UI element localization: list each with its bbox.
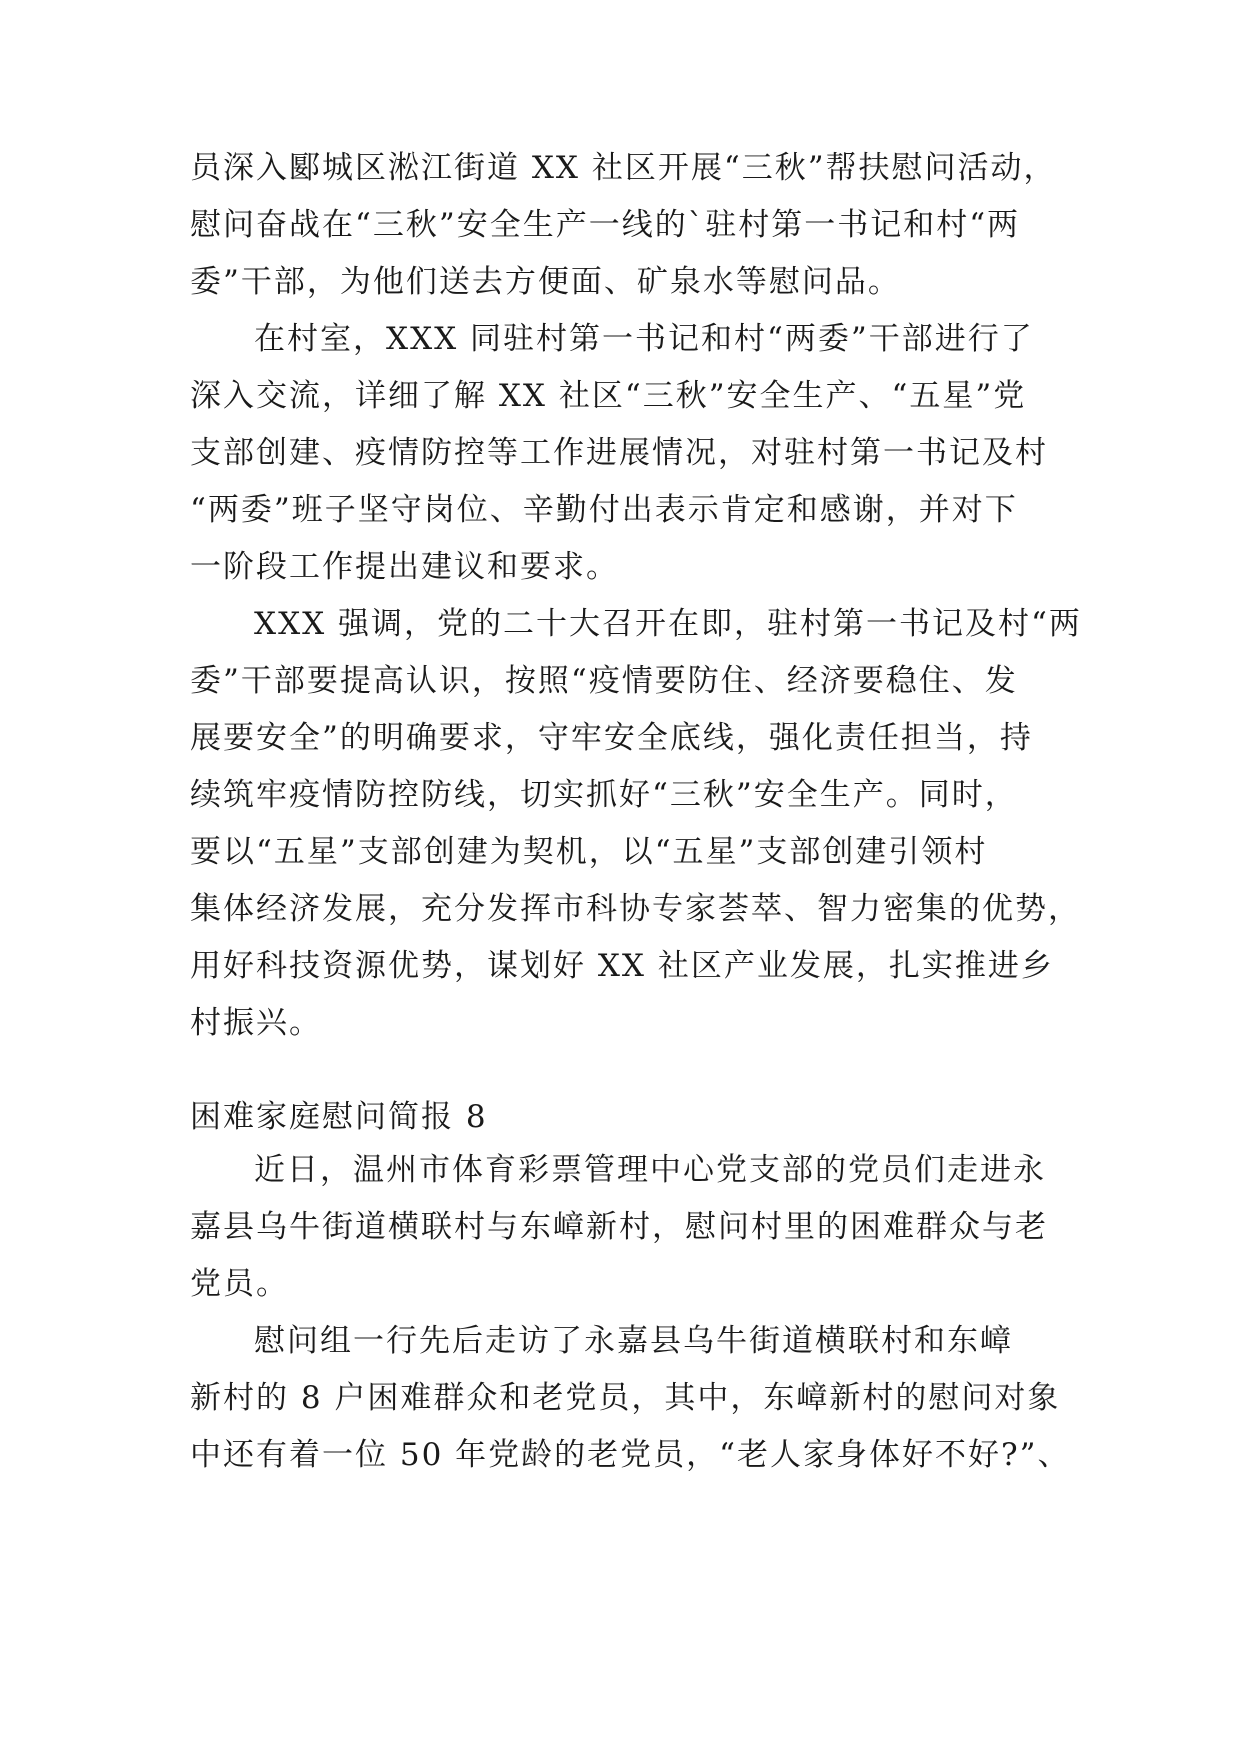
paragraph-3-line-8: 村振兴。 <box>190 1005 322 1041</box>
paragraph-1-line-3: 委”干部，为他们送去方便面、矿泉水等慰问品。 <box>190 264 901 300</box>
paragraph-1-line-2: 慰问奋战在“三秋”安全生产一线的`驻村第一书记和村“两 <box>190 207 1021 243</box>
paragraph-5-line-3: 中还有着一位 50 年党龄的老党员，“老人家身体好不好?”、 <box>190 1437 1071 1473</box>
paragraph-5-line-1: 慰问组一行先后走访了永嘉县乌牛街道横联村和东嶂 <box>254 1323 1013 1359</box>
paragraph-3-line-1: XXX 强调，党的二十大召开在即，驻村第一书记及村“两 <box>254 606 1082 642</box>
paragraph-2-line-1: 在村室，XXX 同驻村第一书记和村“两委”干部进行了 <box>254 321 1034 357</box>
paragraph-5-line-2: 新村的 8 户困难群众和老党员，其中，东嶂新村的慰问对象 <box>190 1380 1061 1416</box>
paragraph-3-line-6: 集体经济发展，充分发挥市科协专家荟萃、智力密集的优势， <box>190 891 1081 927</box>
paragraph-2-line-5: 一阶段工作提出建议和要求。 <box>190 549 619 585</box>
paragraph-1-line-1: 员深入郾城区淞江街道 XX 社区开展“三秋”帮扶慰问活动， <box>190 150 1057 186</box>
paragraph-3-line-7: 用好科技资源优势，谋划好 XX 社区产业发展，扎实推进乡 <box>190 948 1054 984</box>
paragraph-3-line-3: 展要安全”的明确要求，守牢安全底线，强化责任担当，持 <box>190 720 1033 756</box>
section-heading: 困难家庭慰问简报 8 <box>190 1099 488 1135</box>
paragraph-4-line-1: 近日，温州市体育彩票管理中心党支部的党员们走进永 <box>254 1152 1046 1188</box>
paragraph-3-line-2: 委”干部要提高认识，按照“疫情要防住、经济要稳住、发 <box>190 663 1018 699</box>
paragraph-3-line-5: 要以“五星”支部创建为契机，以“五星”支部创建引领村 <box>190 834 988 870</box>
paragraph-2-line-4: “两委”班子坚守岗位、辛勤付出表示肯定和感谢，并对下 <box>190 492 1018 528</box>
paragraph-4-line-3: 党员。 <box>190 1266 289 1302</box>
paragraph-4-line-2: 嘉县乌牛街道横联村与东嶂新村，慰问村里的困难群众与老 <box>190 1209 1048 1245</box>
paragraph-3-line-4: 续筑牢疫情防控防线，切实抓好“三秋”安全生产。同时， <box>190 777 1018 813</box>
paragraph-2-line-2: 深入交流，详细了解 XX 社区“三秋”安全生产、“五星”党 <box>190 378 1027 414</box>
paragraph-2-line-3: 支部创建、疫情防控等工作进展情况，对驻村第一书记及村 <box>190 435 1048 471</box>
